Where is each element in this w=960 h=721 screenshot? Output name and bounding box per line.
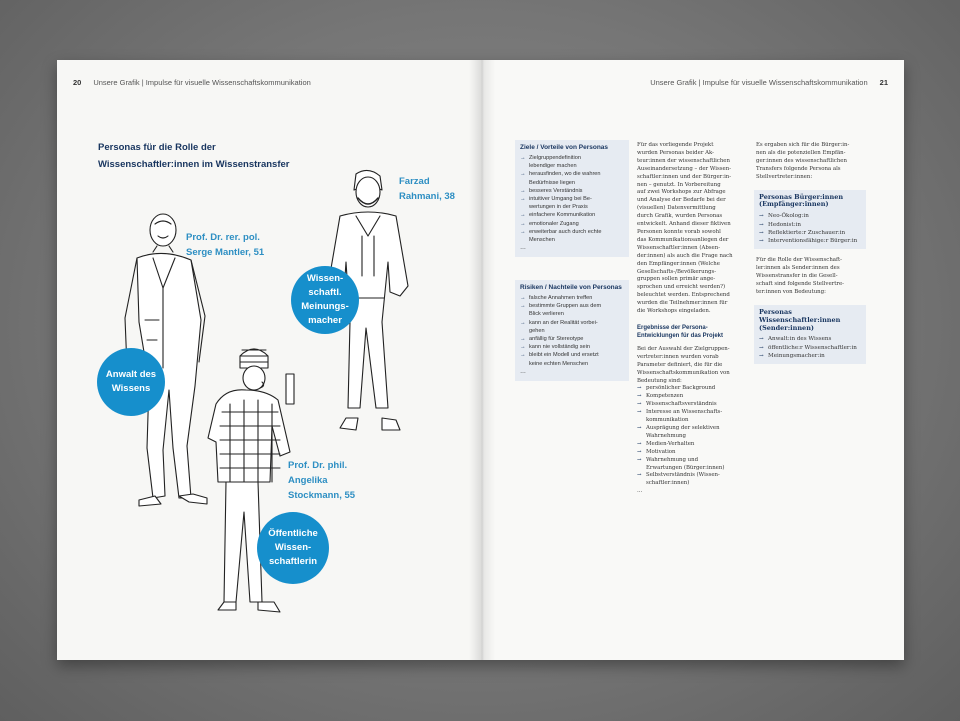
text-line: der:innen) als auch die Frage nach bbox=[637, 252, 733, 259]
list-item: → einfachere Kommunikation bbox=[520, 211, 624, 219]
text-line: schaftler:innen und der Bürger:in- bbox=[637, 173, 732, 180]
role-meinung-line1: Wissen- bbox=[306, 273, 344, 284]
role-meinung-line3: Meinungs- bbox=[301, 301, 349, 312]
box-scientists-list bbox=[759, 335, 861, 360]
list-item: wertungen in der Praxis bbox=[529, 204, 588, 211]
left-page bbox=[57, 60, 481, 660]
box-goals bbox=[515, 140, 629, 257]
text-line: Transfers folgende Persona als bbox=[756, 165, 841, 172]
text-line: durch Grafik, wurden Personas bbox=[637, 213, 723, 220]
box-risks-list bbox=[520, 294, 624, 368]
text-line: schaft sind folgende Stellvertre- bbox=[756, 280, 844, 287]
list-item: → anfällig für Stereotype bbox=[520, 335, 624, 343]
list-item: → Motivation bbox=[637, 449, 749, 457]
col3-text bbox=[756, 257, 868, 297]
list-item: gehen bbox=[529, 327, 545, 334]
col2-list bbox=[637, 385, 749, 488]
running-head-text-right: Unsere Grafik | Impulse für visuelle Wissenschaftskommunikation bbox=[650, 78, 868, 87]
box-risks-heading: Risiken / Nachteile von Personas bbox=[520, 284, 622, 291]
text-line: entwickelt. Anhand dieser fiktiven bbox=[637, 221, 731, 228]
left-running-head bbox=[61, 78, 311, 87]
box-scientists bbox=[754, 305, 866, 364]
text-line: ger:innen des wissenschaftlichen bbox=[756, 157, 847, 164]
list-item: Wahrnehmung bbox=[646, 432, 686, 439]
col2-heading bbox=[637, 324, 749, 340]
running-head-text: Unsere Grafik | Impulse für visuelle Wissenschaftskommunikation bbox=[93, 78, 311, 87]
text-line: auf zwei Workshops zur Abfrage bbox=[637, 189, 726, 196]
text-line: sprochen und erreicht werden?) bbox=[637, 284, 726, 291]
col3-intro bbox=[756, 142, 868, 182]
list-item: → Interesse an Wissenschafts- bbox=[637, 409, 749, 417]
text-line: nen als die potenziellen Empfän- bbox=[756, 149, 846, 156]
list-item: → falsche Annahmen treffen bbox=[520, 294, 624, 302]
list-item: → Medien-Verhalten bbox=[637, 441, 749, 449]
list-item: → erweiterbar auch durch echte bbox=[520, 228, 624, 236]
right-running-head bbox=[650, 78, 900, 87]
list-item: → Zielgruppendefinition bbox=[520, 154, 624, 162]
text-line: Bei der Auswahl der Zielgruppen- bbox=[637, 345, 730, 352]
list-item: → Wissenschaftsverständnis bbox=[637, 401, 749, 409]
text-line: nen – genutzt. In Vorbereitung bbox=[637, 181, 721, 188]
text-line: Ergebnisse der Persona- bbox=[637, 324, 708, 331]
list-item: → Ausprägung der selektiven bbox=[637, 425, 749, 433]
list-item: lebendiger machen bbox=[529, 163, 577, 170]
list-item: → emotionaler Zugang bbox=[520, 220, 624, 228]
role-bubble-oeffentliche bbox=[257, 512, 329, 584]
box-citizens-heading bbox=[759, 194, 861, 210]
role-meinung-line2: schaftl. bbox=[308, 287, 342, 298]
text-line: Wissenstransfer in die Gesell- bbox=[756, 272, 838, 279]
text-line: die Workshops eingeladen. bbox=[637, 308, 711, 315]
persona-3-name-line1: Prof. Dr. phil. bbox=[288, 460, 348, 471]
magazine-spread bbox=[57, 60, 904, 660]
text-line: (Empfänger:innen) bbox=[759, 200, 829, 209]
text-line: Wissenschaftskommunikation von bbox=[637, 369, 730, 376]
box-goals-heading: Ziele / Vorteile von Personas bbox=[520, 144, 609, 151]
text-line: Für das vorliegende Projekt bbox=[637, 142, 714, 148]
text-line: Wissenschaftler:innen (Absen- bbox=[637, 244, 721, 251]
list-item: Bedürfnisse liegen bbox=[529, 179, 576, 186]
role-anwalt-line1: Anwalt des bbox=[105, 369, 157, 380]
box-citizens bbox=[754, 190, 866, 250]
persona-1-name-line2: Serge Mantler, 51 bbox=[186, 247, 265, 258]
list-item: → Kompetenzen bbox=[637, 393, 749, 401]
page-title bbox=[98, 139, 289, 173]
text-line: Bedeutung sind: bbox=[637, 377, 682, 384]
list-item: → bleibt ein Modell und ersetzt bbox=[520, 351, 624, 359]
text-line: Gesellschafts-/Bevölkerungs- bbox=[637, 268, 717, 275]
list-item: → kann nie vollständig sein bbox=[520, 343, 624, 351]
text-line: beleuchtet werden. Entsprechend bbox=[637, 292, 730, 299]
list-item: Blick verlieren bbox=[529, 311, 564, 318]
text-line: Personen konnte vorab sowohl bbox=[637, 228, 721, 235]
list-item: → besseres Verständnis bbox=[520, 187, 624, 195]
persona-2-name-line2: Rahmani, 38 bbox=[399, 191, 455, 202]
list-item: → öffentliche:r Wissenschaftler:in bbox=[759, 344, 861, 352]
role-meinung-line4: macher bbox=[308, 315, 342, 326]
text-line: ter:innen von Bedeutung: bbox=[756, 288, 826, 295]
text-line: vertreter:innen wurden vorab bbox=[637, 353, 719, 360]
list-item: Menschen bbox=[529, 237, 555, 244]
persona-3-name-line3: Stockmann, 55 bbox=[288, 490, 356, 501]
text-line: Es ergaben sich für die Bürger:in- bbox=[756, 142, 850, 148]
page-number-right: 21 bbox=[879, 78, 888, 87]
text-line: den Empfänger:innen (Welche bbox=[637, 260, 720, 267]
text-line: wurden Personas beider Ak- bbox=[637, 149, 715, 156]
column-3 bbox=[756, 142, 868, 364]
list-item: → Reflektierte:r Zuschauer:in bbox=[759, 229, 861, 237]
list-item: kommunikation bbox=[646, 417, 689, 424]
text-line: Personas Wissenschaftler:innen bbox=[759, 307, 841, 324]
text-line: teur:innen der wissenschaftlichen bbox=[637, 157, 730, 164]
text-line: wurden die Teilnehmer:innen für bbox=[637, 300, 728, 307]
text-line: Stellvertreter:innen: bbox=[756, 173, 813, 180]
list-item: → Anwalt:in des Wissens bbox=[759, 335, 861, 343]
text-line: das Kommunikationsanliegen der bbox=[637, 236, 729, 243]
list-item: → bestimmte Gruppen aus dem bbox=[520, 302, 624, 310]
text-line: und Analyse der Bedarfe bei der bbox=[637, 197, 726, 204]
role-oeff-line1: Öffentliche bbox=[268, 528, 318, 539]
list-item: → Neo-Ökolog:in bbox=[759, 212, 861, 220]
col2-text bbox=[637, 346, 749, 386]
list-item: → intuitiver Umgang bei Be- bbox=[520, 195, 624, 203]
text-line: Personas Bürger:innen bbox=[759, 192, 844, 201]
box-citizens-list bbox=[759, 212, 861, 245]
list-item: → herausfinden, wo die wahren bbox=[520, 170, 624, 178]
list-item: keine echten Menschen bbox=[529, 360, 589, 367]
role-bubble-meinungsmacher bbox=[291, 266, 359, 334]
title-line-1: Personas für die Rolle der bbox=[98, 142, 216, 153]
text-line: (Sender:innen) bbox=[759, 323, 814, 332]
list-item: → Interventionsfähige:r Bürger:in bbox=[759, 237, 861, 245]
text-line: Entwicklungen für das Projekt bbox=[637, 332, 724, 339]
list-item: Erwartungen (Bürger:innen) bbox=[646, 464, 725, 471]
list-item: → Hedonist:in bbox=[759, 221, 861, 229]
right-page bbox=[481, 60, 904, 660]
persona-2-name-line1: Farzad bbox=[399, 176, 430, 187]
list-item: → persönlicher Background bbox=[637, 385, 749, 393]
box-goals-ellipsis: … bbox=[520, 245, 526, 252]
list-item: → kann an der Realität vorbei- bbox=[520, 319, 624, 327]
text-line: Parameter definiert, die für die bbox=[637, 361, 723, 368]
page-number-left: 20 bbox=[73, 78, 82, 87]
title-line-2: Wissenschaftler:innen im Wissenstransfer bbox=[98, 159, 290, 170]
persona-1-name-line1: Prof. Dr. rer. pol. bbox=[186, 232, 260, 243]
box-scientists-heading bbox=[759, 309, 861, 333]
column-2 bbox=[637, 142, 749, 496]
text-line: ler:innen als Sender:innen des bbox=[756, 265, 840, 272]
list-item: schaftler:innen) bbox=[646, 480, 690, 487]
col2-ellipsis: … bbox=[637, 488, 643, 495]
list-item: → Wahrnehmung und bbox=[637, 457, 749, 465]
role-anwalt-line2: Wissens bbox=[111, 383, 151, 394]
role-bubble-anwalt bbox=[97, 348, 165, 416]
list-item: → Selbstverständnis (Wissen- bbox=[637, 472, 749, 480]
box-risks bbox=[515, 280, 629, 381]
text-line: gruppen sollen primär ange- bbox=[637, 276, 716, 283]
text-line: (visuellen) Datenvermittlung bbox=[637, 205, 716, 212]
text-line: Für die Rolle der Wissenschaft- bbox=[756, 257, 842, 264]
box-goals-list bbox=[520, 154, 624, 244]
col2-intro bbox=[637, 142, 749, 316]
box-risks-ellipsis: … bbox=[520, 368, 526, 375]
role-oeff-line2: Wissen- bbox=[274, 542, 312, 553]
text-line: Auseinandersetzung – der Wissen- bbox=[637, 165, 732, 172]
list-item: → Meinungsmacher:in bbox=[759, 352, 861, 360]
illustration-woman-beanie bbox=[202, 342, 332, 622]
role-oeff-line3: schaftlerin bbox=[268, 556, 318, 567]
persona-3-name-line2: Angelika bbox=[288, 475, 328, 486]
